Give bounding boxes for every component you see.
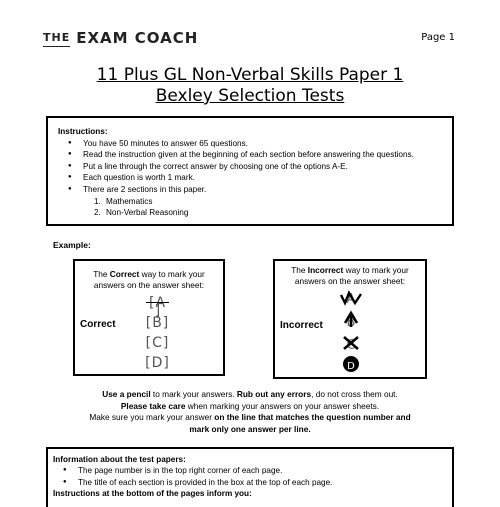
caption-text: answers on the answer sheet:	[93, 280, 205, 290]
option-d-letter: D	[347, 361, 355, 372]
logo-main: EXAM COACH	[76, 29, 199, 47]
incorrect-label: Incorrect	[280, 320, 323, 331]
notes-text: Make sure you mark your answer	[89, 412, 215, 423]
caption-text: answers on the answer sheet:	[294, 276, 406, 286]
incorrect-example-caption	[275, 265, 425, 287]
option-a-struck	[137, 295, 177, 311]
option-b-mark-icon: B	[346, 315, 356, 330]
notes-bold: mark only one answer per line.	[189, 423, 311, 434]
notes-line	[0, 424, 500, 436]
caption-text: way to mark your	[139, 269, 205, 279]
option-c-mark-icon: C	[346, 338, 356, 353]
page-number: Page 1	[421, 32, 455, 43]
option-letter: [ B ]	[146, 315, 169, 331]
notes-bold: Use a pencil	[102, 389, 151, 399]
option-letter: [ C ]	[146, 335, 169, 351]
exam-coach-logo	[43, 29, 198, 47]
paper-subtitle: Bexley Selection Tests	[155, 86, 345, 106]
test-info-box	[46, 447, 454, 507]
notes-bold: on the line that matches the question number and	[214, 412, 411, 423]
page-header	[43, 29, 455, 49]
marking-notes	[0, 389, 500, 435]
caption-text: way to mark your	[343, 265, 409, 275]
list-item: ● The title of each section is provided in the box at the top of each page.	[78, 477, 447, 488]
incorrect-marks-icons	[331, 289, 371, 375]
section-item	[94, 196, 442, 208]
correct-example-box	[73, 259, 225, 376]
option-letter: [ D ]	[145, 355, 169, 371]
option-d	[137, 355, 177, 371]
list-item: ● Each question is worth 1 mark.	[83, 172, 442, 184]
notes-bold: Please take care	[120, 400, 186, 411]
paper-title: 11 Plus GL Non-Verbal Skills Paper 1	[96, 65, 404, 85]
list-item: ● You have 50 minutes to answer 65 questions.	[83, 138, 442, 150]
list-item: ● Read the instruction given at the beginning of each section before answering the questions.	[83, 149, 442, 161]
section-number: 2.	[94, 208, 101, 218]
instructions-box	[46, 116, 454, 226]
notes-line	[0, 412, 500, 424]
correct-label: Correct	[80, 319, 116, 330]
instructions-list	[58, 138, 442, 196]
option-a-mark-icon: A	[346, 292, 356, 307]
section-item	[94, 207, 442, 219]
correct-example-caption	[75, 269, 223, 291]
notes-text: to mark your answers.	[150, 389, 237, 399]
sections-list	[58, 196, 442, 219]
list-item: ● The page number is in the top right corner of each page.	[78, 465, 447, 476]
logo-the: THE	[43, 31, 71, 44]
section-number: 1.	[94, 196, 101, 206]
info-heading-2: Instructions at the bottom of the pages inform you:	[53, 489, 252, 499]
option-c	[137, 335, 177, 351]
caption-text: The	[93, 269, 110, 279]
notes-text: when marking your answers on your answer sheets.	[185, 400, 380, 411]
caption-bold: Incorrect	[307, 265, 344, 275]
caption-bold: Correct	[109, 269, 140, 279]
option-b	[137, 315, 177, 331]
list-item: ● There are 2 sections in this paper.	[83, 184, 442, 196]
info-heading: Information about the test papers:	[53, 455, 186, 464]
incorrect-example-box	[273, 259, 427, 379]
option-letter: [ A ]	[149, 295, 165, 311]
notes-line	[0, 401, 500, 413]
caption-text: The	[291, 265, 308, 275]
section-label: Mathematics	[106, 196, 153, 206]
section-label: Non-Verbal Reasoning	[106, 208, 189, 218]
list-item: ● Put a line through the correct answer by choosing one of the options A-E.	[83, 161, 442, 173]
example-heading: Example:	[53, 240, 91, 250]
notes-line	[0, 389, 500, 401]
notes-text: , do not cross them out.	[311, 389, 398, 399]
notes-bold: Rub out any errors	[236, 389, 312, 399]
instructions-heading: Instructions:	[58, 127, 108, 136]
info-list	[53, 465, 447, 488]
